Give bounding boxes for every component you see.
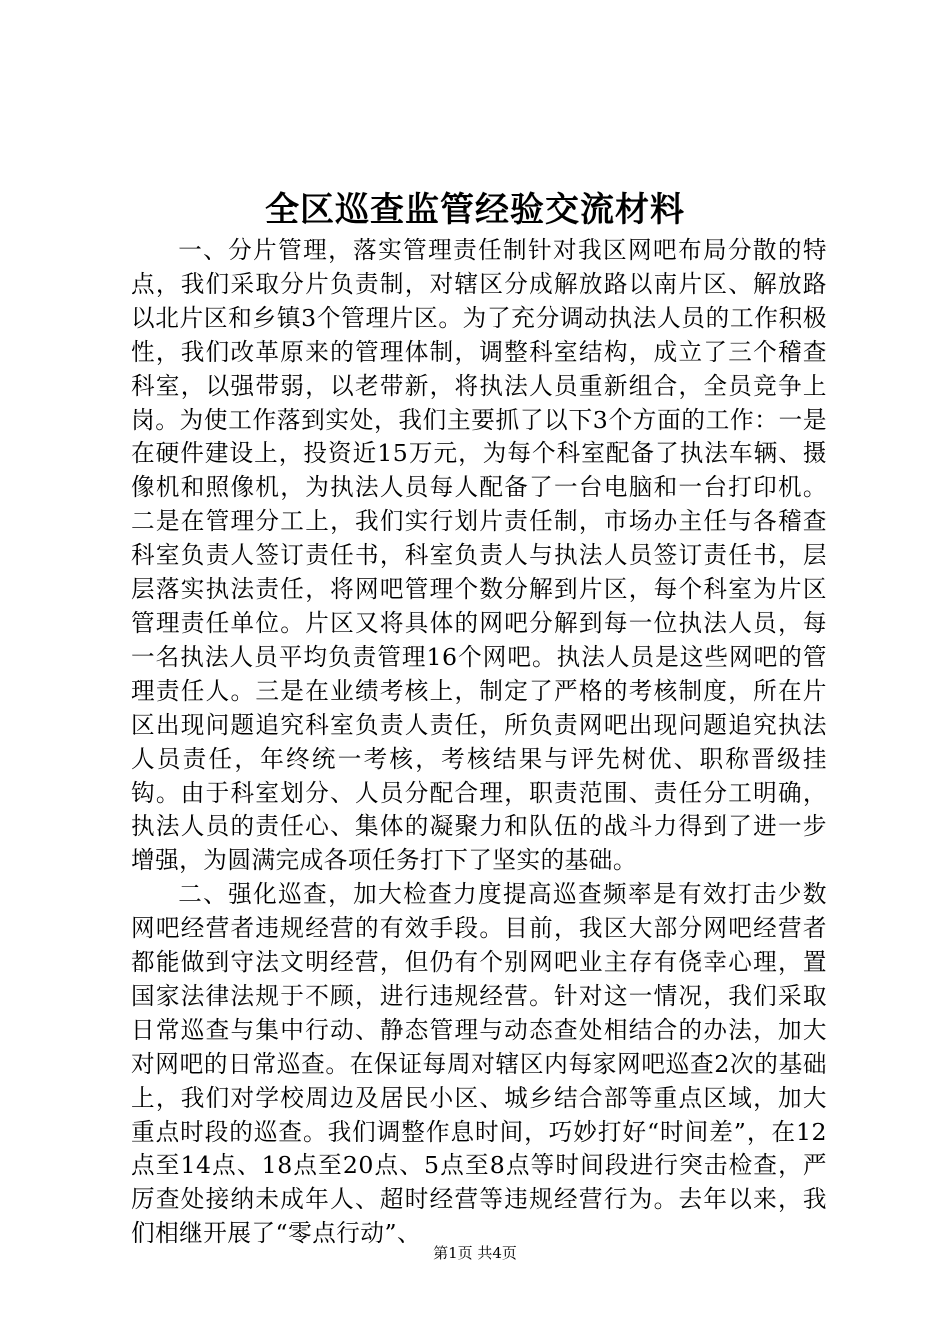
paragraph-1: 一、分片管理，落实管理责任制针对我区网吧布局分散的特点，我们采取分片负责制，对辖区分成解放路以南片区、解放路以北片区和乡镇3个管理片区。为了充分调动执法人员的工作积极性，我们改革原来的管理体制，调整科室结构，成立了三个稽查科室，以强带弱，以老带新，将执法人员重新组合，全员竞争上岗。为使工作落到实处，我们主要抓了以下3个方面的工作：一是在硬件建设上，投资近15万元，为每个科室配备了执法车辆、摄像机和照像机，为执法人员每人配备了一台电脑和一台打印机。二是在管理分工上，我们实行划片责任制，市场办主任与各稽查科室负责人签订责任书，科室负责人与执法人员签订责任书，层层落实执法责任，将网吧管理个数分解到片区，每个科室为片区管理责任单位。片区又将具体的网吧分解到每一位执法人员，每一名执法人员平均负责管理16个网吧。执法人员是这些网吧的管理责任人。三是在业绩考核上，制定了严格的考核制度，所在片区出现问题追究科室负责人责任，所负责网吧出现问题追究执法人员责任，年终统一考核，考核结果与评先树优、职称晋级挂钩。由于科室划分、人员分配合理，职责范围、责任分工明确，执法人员的责任心、集体的凝聚力和队伍的战斗力得到了进一步增强，为圆满完成各项任务打下了坚实的基础。: [131, 236, 827, 875]
page-number-footer: 第1页 共4页: [433, 1244, 517, 1262]
document-body: [131, 234, 827, 1251]
paragraph-2: 二、强化巡查，加大检查力度提高巡查频率是有效打击少数网吧经营者违规经营的有效手段。目前，我区大部分网吧经营者都能做到守法文明经营，但仍有个别网吧业主存有侥幸心理，置国家法律法规于不顾，进行违规经营。针对这一情况，我们采取日常巡查与集中行动、静态管理与动态查处相结合的办法，加大对网吧的日常巡查。在保证每周对辖区内每家网吧巡查2次的基础上，我们对学校周边及居民小区、城乡结合部等重点区域，加大重点时段的巡查。我们调整作息时间，巧妙打好“时间差”，在12点至14点、18点至20点、5点至8点等时间段进行突击检查，严厉查处接纳未成年人、超时经营等违规经营行为。去年以来，我们相继开展了“零点行动”、: [131, 880, 827, 1248]
document-title: 全区巡查监管经验交流材料: [265, 190, 685, 230]
